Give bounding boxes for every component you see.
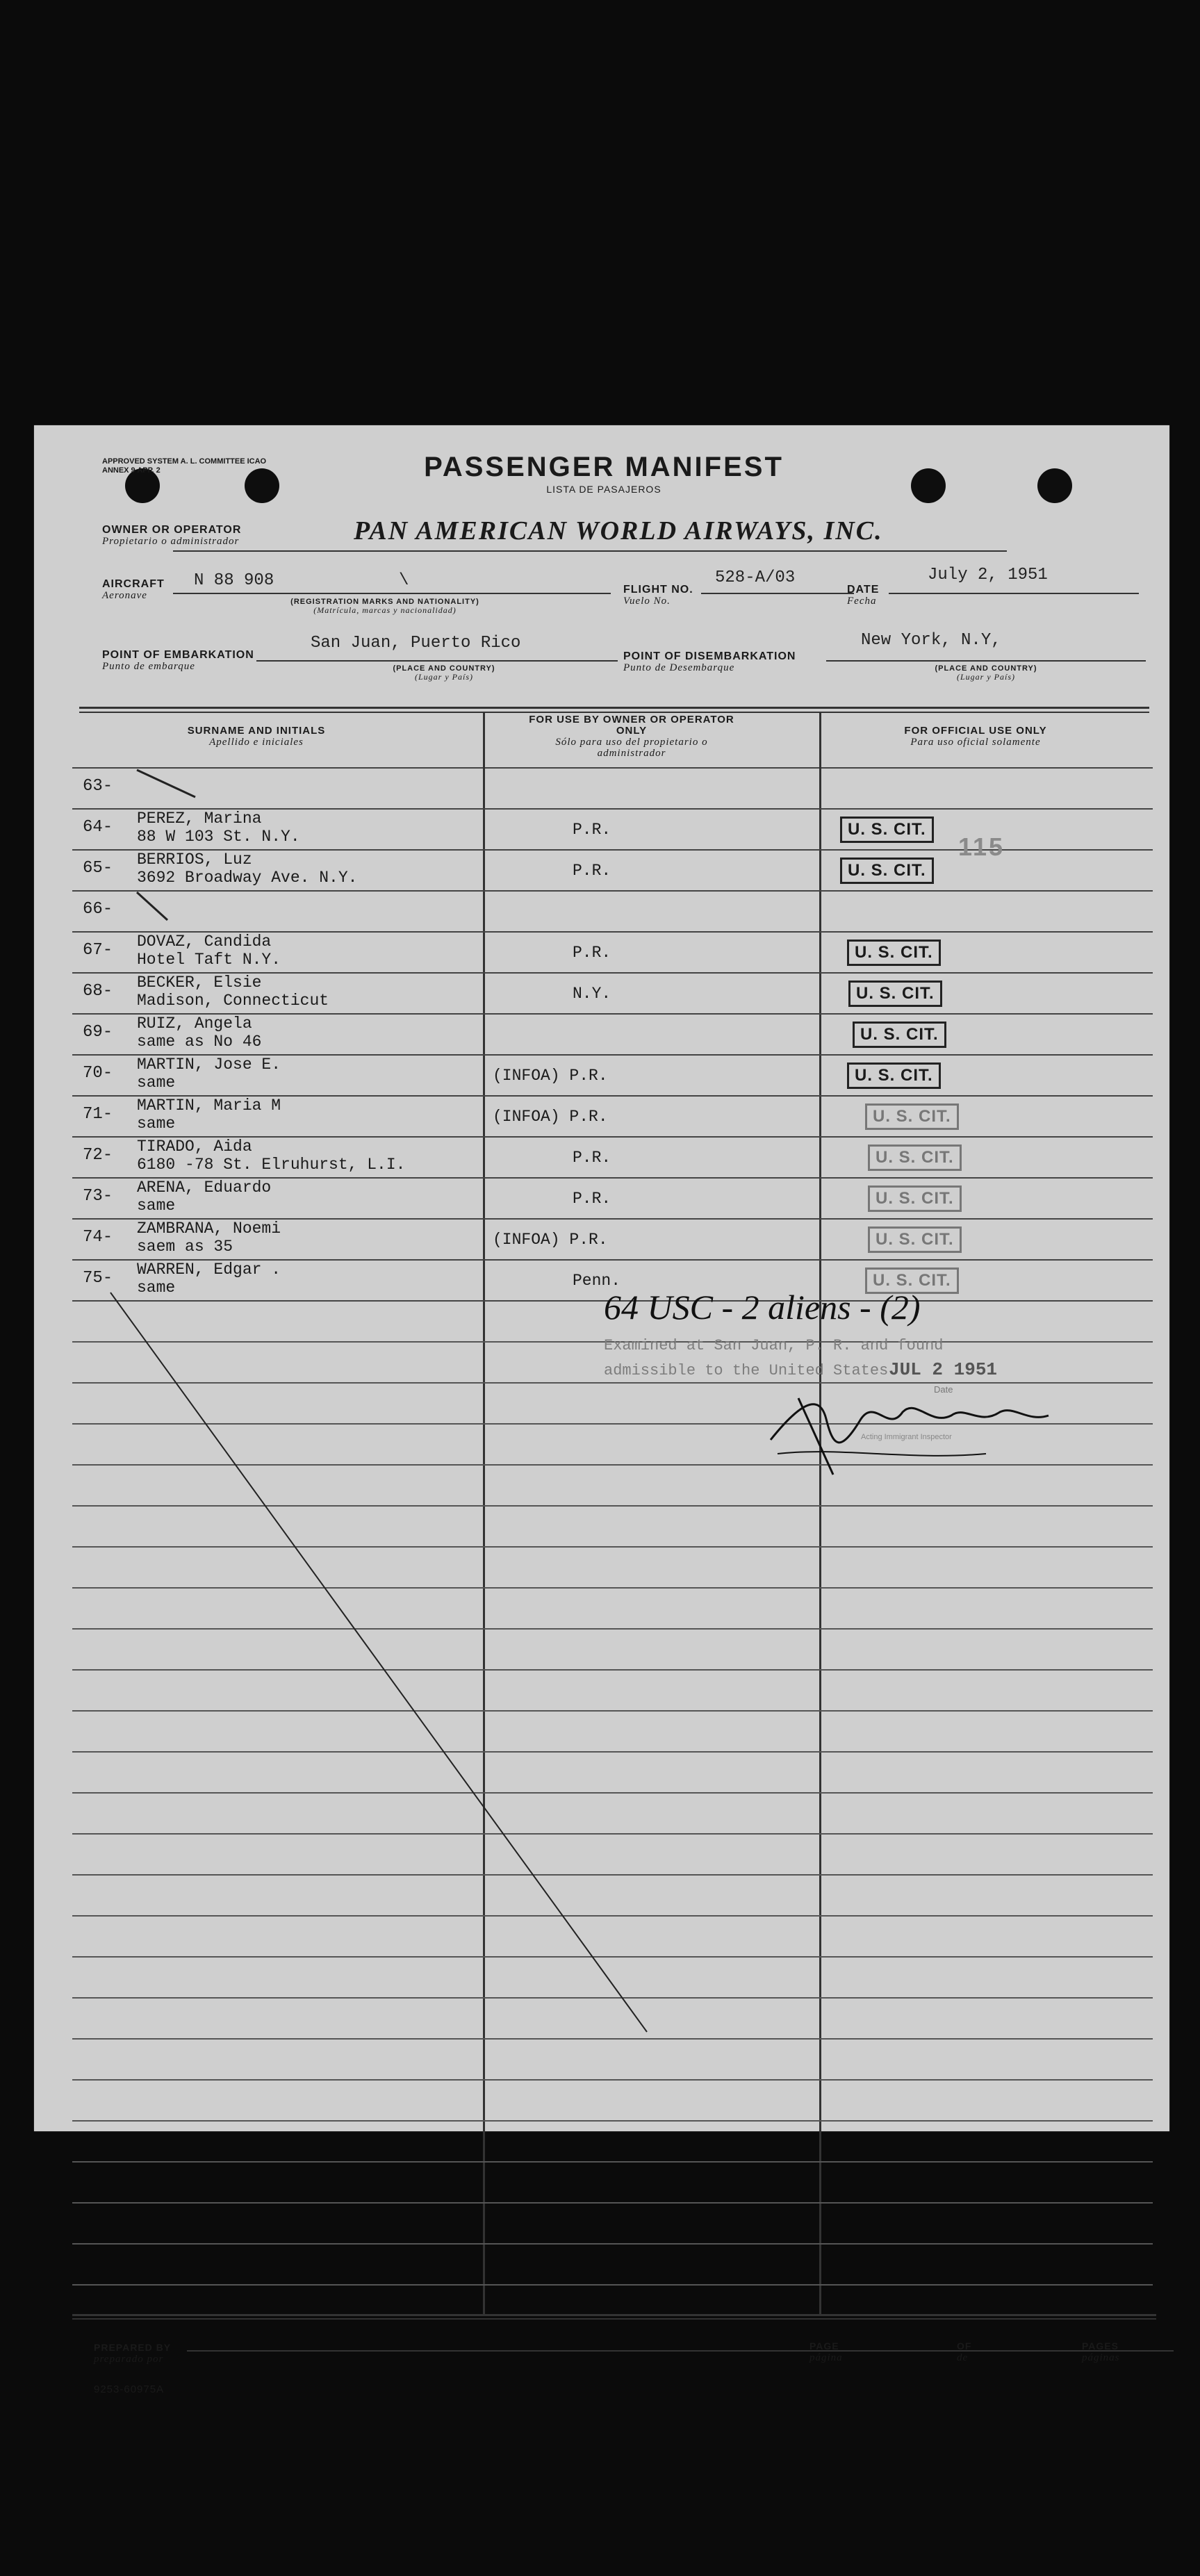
passenger-address: same as No 46 (137, 1033, 262, 1051)
row-number: 74- (83, 1228, 113, 1247)
row-number: 71- (83, 1105, 113, 1124)
aircraft-mark: \ (399, 571, 409, 590)
manifest-sheet (34, 425, 1169, 2395)
inspector-label: Acting Immigrant Inspector (861, 1433, 952, 1441)
embark-place-note: (PLACE AND COUNTRY) (Lugar y País) (393, 664, 495, 682)
passenger-name: DOVAZ, Candida (137, 933, 272, 951)
passenger-name: ARENA, Eduardo (137, 1179, 272, 1197)
owner-use-entry: N.Y. (573, 985, 611, 1003)
citizenship-stamp: U. S. CIT. (853, 1022, 946, 1048)
aircraft-label: AIRCRAFT Aeronave (102, 578, 165, 601)
row-number: 64- (83, 818, 113, 837)
owner-use-entry: (INFOA) P.R. (493, 1231, 608, 1249)
approval-note: APPROVED SYSTEM A. L. COMMITTEE ICAO ANNEX 9 APP. 2 (102, 457, 267, 475)
table-rule (72, 2284, 1153, 2286)
passenger-address: Madison, Connecticut (137, 992, 329, 1010)
surname-header: SURNAME AND INITIALS Apellido e iniciales (187, 725, 326, 748)
passenger-address: Hotel Taft N.Y. (137, 951, 281, 969)
inspector-signature (757, 1377, 1083, 1482)
passenger-name: BECKER, Elsie (137, 974, 262, 992)
citizenship-stamp: U. S. CIT. (865, 1104, 959, 1130)
table-rule (72, 2161, 1153, 2163)
passenger-address: same (137, 1197, 176, 1215)
disembarkation-value: New York, N.Y, (861, 631, 1001, 650)
row-number: 75- (83, 1269, 113, 1288)
aircraft-value: N 88 908 (194, 571, 274, 590)
row-number: 69- (83, 1023, 113, 1042)
pages-label: PAGES páginas (1082, 2340, 1120, 2363)
handwritten-note: 64 USC - 2 aliens - (2) (604, 1288, 921, 1327)
passenger-name: MARTIN, Maria M (137, 1097, 281, 1115)
passenger-address: same (137, 1279, 176, 1297)
exam-stamp-line2: admissible to the United States (604, 1362, 889, 1379)
date-label: DATE Fecha (847, 584, 880, 607)
citizenship-stamp: U. S. CIT. (848, 981, 942, 1007)
flight-value: 528-A/03 (715, 568, 796, 587)
exam-stamp-line1: Examined at San Juan, P. R. and found (604, 1337, 944, 1354)
passenger-address: same (137, 1115, 176, 1133)
airline-name: PAN AMERICAN WORLD AIRWAYS, INC. (354, 516, 883, 545)
form-number: 9253-60975A (94, 2384, 165, 2395)
form-title-es: LISTA DE PASAJEROS (546, 484, 661, 495)
passenger-name: WARREN, Edgar . (137, 1261, 281, 1279)
count-annotation: 115 (958, 832, 1005, 861)
owner-use-entry: P.R. (573, 1149, 611, 1167)
owner-use-entry: P.R. (573, 821, 611, 839)
passenger-name: BERRIOS, Luz (137, 851, 252, 869)
exam-date: JUL 2 1951 (889, 1359, 998, 1380)
row-number: 68- (83, 982, 113, 1001)
owner-use-entry: (INFOA) P.R. (493, 1108, 608, 1126)
passenger-address: same (137, 1074, 176, 1092)
passenger-name: ZAMBRANA, Noemi (137, 1220, 281, 1238)
passenger-address: saem as 35 (137, 1238, 233, 1256)
page-label: PAGE página (809, 2340, 843, 2363)
passenger-address: 3692 Broadway Ave. N.Y. (137, 869, 358, 887)
owner-use-entry: P.R. (573, 944, 611, 962)
disembark-place-note: (PLACE AND COUNTRY) (Lugar y País) (935, 664, 1037, 682)
table-rule (72, 2243, 1153, 2245)
citizenship-stamp: U. S. CIT. (868, 1145, 962, 1171)
flight-label: FLIGHT NO. Vuelo No. (623, 584, 693, 607)
embarkation-value: San Juan, Puerto Rico (311, 634, 521, 653)
passenger-name: MARTIN, Jose E. (137, 1056, 281, 1074)
row-number: 72- (83, 1146, 113, 1165)
official-use-header: FOR OFFICIAL USE ONLY Para uso oficial solamente (904, 725, 1047, 748)
row-number: 70- (83, 1064, 113, 1083)
row-number: 63- (83, 777, 113, 796)
citizenship-stamp: U. S. CIT. (868, 1186, 962, 1212)
row-number: 65- (83, 859, 113, 878)
owner-label: OWNER OR OPERATOR Propietario o administrador (102, 524, 242, 547)
embarkation-label: POINT OF EMBARKATION Punto de embarque (102, 649, 254, 672)
owner-use-entry: P.R. (573, 862, 611, 880)
disembarkation-label: POINT OF DISEMBARKATION Punto de Desembarque (623, 650, 796, 673)
passenger-address: 6180 -78 St. Elruhurst, L.I. (137, 1156, 406, 1174)
registration-note: (REGISTRATION MARKS AND NATIONALITY) (Matrícula, marcas y nacionalidad) (290, 598, 479, 615)
row-number: 73- (83, 1187, 113, 1206)
citizenship-stamp: U. S. CIT. (868, 1227, 962, 1253)
citizenship-stamp: U. S. CIT. (847, 1063, 941, 1089)
table-rule (72, 2202, 1153, 2204)
owner-use-entry: (INFOA) P.R. (493, 1067, 608, 1085)
cancel-strokes (34, 425, 1169, 2131)
owner-use-header: FOR USE BY OWNER OR OPERATOR ONLY Sólo para uso del propietario o administrador (529, 714, 734, 759)
row-number: 66- (83, 900, 113, 919)
passenger-name: RUIZ, Angela (137, 1015, 252, 1033)
row-number: 67- (83, 941, 113, 960)
passenger-address: 88 W 103 St. N.Y. (137, 828, 300, 846)
owner-use-entry: Penn. (573, 1272, 621, 1290)
citizenship-stamp: U. S. CIT. (847, 940, 941, 966)
citizenship-stamp: U. S. CIT. (840, 858, 934, 884)
of-label: OF de (957, 2340, 972, 2363)
owner-use-entry: P.R. (573, 1190, 611, 1208)
prepared-by-label: PREPARED BY preparado por (94, 2342, 172, 2365)
date-value: July 2, 1951 (928, 566, 1048, 584)
citizenship-stamp: U. S. CIT. (840, 817, 934, 843)
form-title: PASSENGER MANIFEST (424, 452, 784, 482)
exam-date-label: Date (934, 1384, 953, 1395)
citizenship-stamp: U. S. CIT. (865, 1268, 959, 1294)
passenger-name: TIRADO, Aida (137, 1138, 252, 1156)
passenger-name: PEREZ, Marina (137, 810, 262, 828)
